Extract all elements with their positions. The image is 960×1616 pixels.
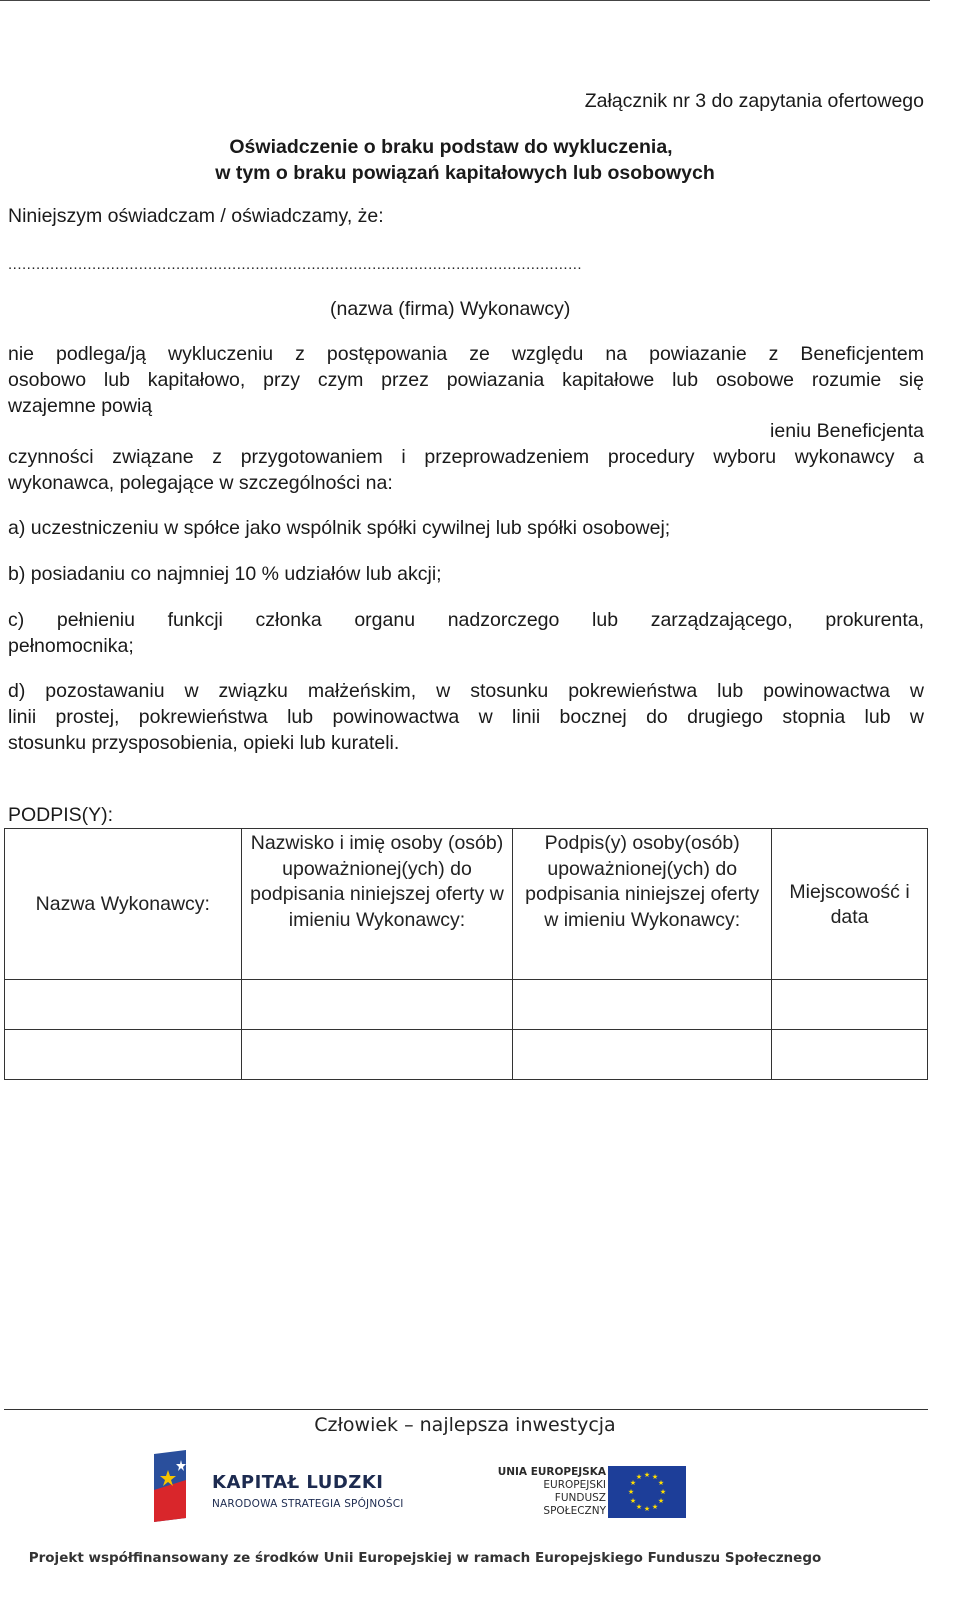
svg-text:★: ★ (657, 1497, 665, 1505)
list-item-b: b) posiadaniu co najmniej 10 % udziałów lub akcji; (8, 563, 442, 585)
table-cell[interactable] (513, 1030, 772, 1080)
footer-rule (4, 1409, 928, 1410)
list-item-d-cont: stosunku przysposobienia, opieki lub kurateli. (8, 732, 400, 754)
paragraph-line: wzajemne powią (8, 395, 153, 417)
annex-label: Załącznik nr 3 do zapytania ofertowego (584, 90, 924, 112)
eu-social-fund-logo (494, 1466, 694, 1518)
kapital-ludzki-emblem-icon (146, 1450, 206, 1522)
svg-text:★: ★ (635, 1503, 643, 1511)
svg-text:★: ★ (635, 1473, 643, 1481)
table-row (5, 980, 928, 1030)
signature-table-header (5, 829, 928, 980)
table-cell[interactable] (241, 980, 513, 1030)
eu-logo-line: FUNDUSZ SPOŁECZNY (543, 1492, 606, 1517)
table-cell[interactable] (5, 980, 242, 1030)
kapital-ludzki-logo (146, 1450, 406, 1522)
table-cell[interactable] (772, 1030, 928, 1080)
document-title-line2: w tym o braku powiązań kapitałowych lub osobowych (215, 162, 715, 184)
document-title-line1: Oświadczenie o braku podstaw do wykluczenia, (229, 136, 673, 158)
signature-table (4, 828, 928, 1080)
col-place-date: Miejscowość i data (772, 829, 928, 980)
svg-text:★: ★ (629, 1479, 637, 1487)
list-item-c: c) pełnieniu funkcji członka organu nadzorczego lub zarządzającego, prokurenta, (8, 609, 924, 631)
svg-text:★: ★ (643, 1505, 651, 1513)
paragraph-line: osobowo lub kapitałowo, przy czym przez powiazania kapitałowe lub osobowe rozumie się (8, 369, 924, 391)
signatures-label: PODPIS(Y): (8, 804, 114, 826)
svg-text:★: ★ (659, 1488, 667, 1496)
kapital-ludzki-title: KAPITAŁ LUDZKI (212, 1472, 384, 1493)
eu-logo-line: EUROPEJSKI (543, 1479, 606, 1491)
eu-flag-icon (608, 1466, 686, 1518)
list-item-c-cont: pełnomocnika; (8, 635, 134, 657)
intro-text: Niniejszym oświadczam / oświadczamy, że: (8, 205, 384, 227)
svg-text:★: ★ (627, 1488, 635, 1496)
contractor-name-caption: (nazwa (firma) Wykonawcy) (330, 298, 571, 320)
contractor-name-dotted-line: ........................................................................................................................... (8, 256, 583, 273)
table-cell[interactable] (241, 1030, 513, 1080)
table-cell[interactable] (772, 980, 928, 1030)
svg-text:★: ★ (651, 1473, 659, 1481)
paragraph-line: wykonawca, polegające w szczególności na: (8, 472, 393, 494)
list-item-d: d) pozostawaniu w związku małżeńskim, w stosunku pokrewieństwa lub powinowactwa w (8, 680, 924, 702)
col-authorized-person: Nazwisko i imię osoby (osób) upoważnionej(ych) do podpisania niniejszej oferty w imieniu Wykonawcy: (241, 829, 513, 980)
svg-text:★: ★ (643, 1471, 651, 1479)
paragraph-line: czynności związane z przygotowaniem i przeprowadzeniem procedury wyboru wykonawcy a (8, 446, 924, 468)
table-cell[interactable] (513, 980, 772, 1030)
svg-text:★: ★ (657, 1479, 665, 1487)
eu-logo-text (494, 1466, 606, 1518)
paragraph-line: nie podlega/ją wykluczeniu z postępowania ze względu na powiazanie z Beneficjentem (8, 343, 924, 365)
paragraph-line: ieniu Beneficjenta (770, 420, 924, 442)
kapital-ludzki-subtitle: NARODOWA STRATEGIA SPÓJNOŚCI (212, 1498, 404, 1510)
cofinancing-note: Projekt współfinansowany ze środków Unii Europejskiej w ramach Europejskiego Funduszu Społecznego (28, 1550, 822, 1566)
col-signature: Podpis(y) osoby(osób) upoważnionej(ych) do podpisania niniejszej oferty w imieniu Wykonawcy: (513, 829, 772, 980)
table-row (5, 1030, 928, 1080)
svg-text:★: ★ (629, 1497, 637, 1505)
col-contractor-name: Nazwa Wykonawcy: (5, 829, 242, 980)
footer-motto: Człowiek – najlepsza inwestycja (314, 1414, 616, 1436)
svg-text:★: ★ (651, 1503, 659, 1511)
table-cell[interactable] (5, 1030, 242, 1080)
list-item-a: a) uczestniczeniu w spółce jako wspólnik spółki cywilnej lub spółki osobowej; (8, 517, 671, 539)
eu-logo-line: UNIA EUROPEJSKA (497, 1466, 606, 1478)
top-rule (0, 0, 930, 1)
list-item-d-cont: linii prostej, pokrewieństwa lub powinowactwa w linii bocznej do drugiego stopnia lub w (8, 706, 924, 728)
